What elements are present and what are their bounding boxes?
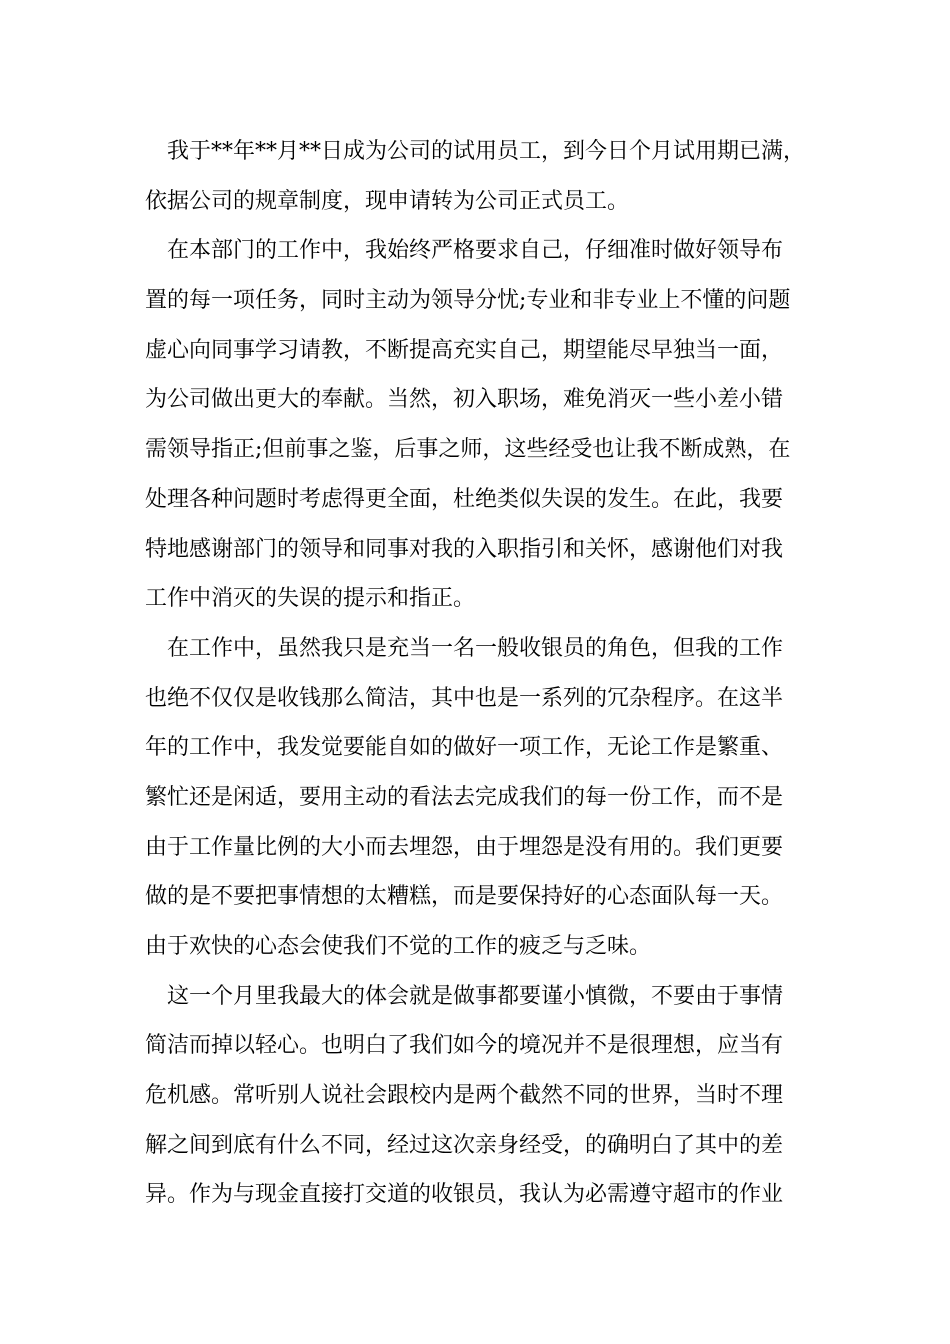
paragraph-line: 处理各种问题时考虑得更全面，杜绝类似失误的发生。在此，我要 — [145, 486, 784, 512]
paragraph-line: 虚心向同事学习请教，不断提高充实自己，期望能尽早独当一面， — [145, 337, 784, 363]
paragraph-2 — [145, 226, 815, 624]
paragraph-line: 为公司做出更大的奉献。当然，初入职场，难免消灭一些小差小错 — [145, 387, 784, 413]
paragraph-line: 这一个月里我最大的体会就是做事都要谨小慎微，不要由于事情 — [167, 983, 784, 1009]
paragraph-4 — [145, 972, 815, 1220]
paragraph-line: 工作中消灭的失误的提示和指正。 — [145, 586, 476, 612]
paragraph-line: 解之间到底有什么不同，经过这次亲身经受，的确明白了其中的差 — [145, 1132, 784, 1158]
paragraph-line: 由于工作量比例的大小而去埋怨，由于埋怨是没有用的。我们更要 — [145, 834, 784, 860]
paragraph-line: 依据公司的规章制度，现申请转为公司正式员工。 — [145, 188, 630, 214]
paragraph-line: 由于欢快的心态会使我们不觉的工作的疲乏与乏味。 — [145, 934, 652, 959]
paragraph-line: 也绝不仅仅是收钱那么简洁，其中也是一系列的冗杂程序。在这半 — [145, 685, 784, 711]
paragraph-line: 特地感谢部门的领导和同事对我的入职指引和关怀，感谢他们对我 — [145, 536, 784, 562]
paragraph-line: 危机感。常听别人说社会跟校内是两个截然不同的世界，当时不理 — [145, 1083, 784, 1109]
paragraph-line: 在工作中，虽然我只是充当一名一般收银员的角色，但我的工作 — [167, 635, 784, 661]
document-body — [145, 127, 815, 1220]
paragraph-line: 做的是不要把事情想的太糟糕，而是要保持好的心态面队每一天。 — [145, 884, 784, 910]
paragraph-line: 繁忙还是闲适，要用主动的看法去完成我们的每一份工作，而不是 — [145, 784, 784, 810]
paragraph-line: 简洁而掉以轻心。也明白了我们如今的境况并不是很理想，应当有 — [145, 1033, 784, 1059]
paragraph-3 — [145, 624, 815, 972]
paragraph-line: 年的工作中，我发觉要能自如的做好一项工作，无论工作是繁重、 — [145, 735, 784, 761]
paragraph-line: 需领导指正;但前事之鉴，后事之师，这些经受也让我不断成熟，在 — [145, 437, 791, 463]
paragraph-1 — [145, 127, 815, 226]
paragraph-line: 置的每一项任务，同时主动为领导分忧;专业和非专业上不懂的问题 — [145, 288, 791, 314]
paragraph-line: 异。作为与现金直接打交道的收银员，我认为必需遵守超市的作业 — [145, 1182, 784, 1208]
paragraph-line: 在本部门的工作中，我始终严格要求自己，仔细准时做好领导布 — [167, 238, 784, 264]
paragraph-line: 我于**年**月**日成为公司的试用员工，到今日个月试用期已满， — [167, 139, 806, 164]
